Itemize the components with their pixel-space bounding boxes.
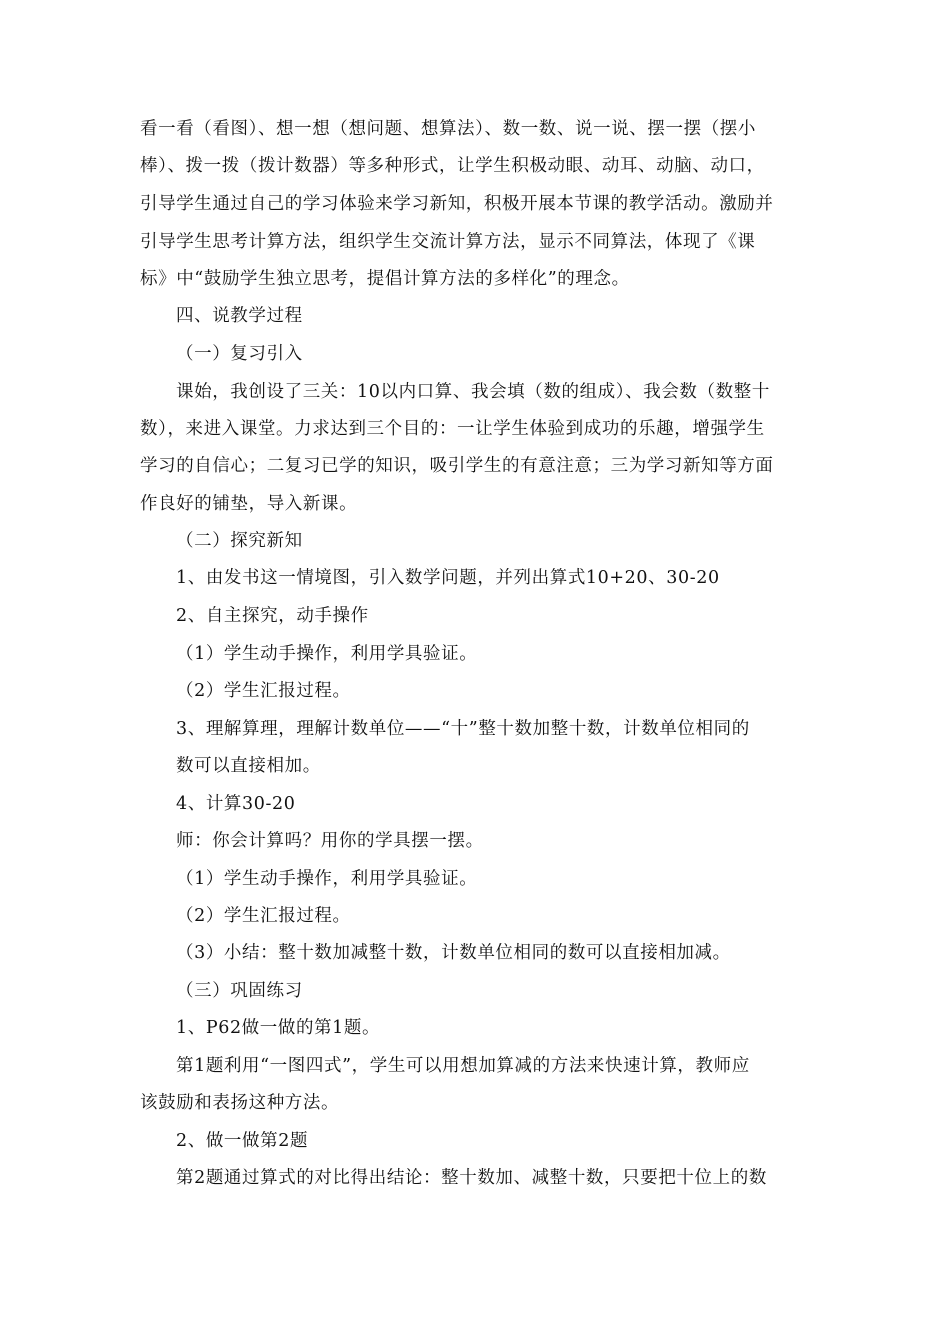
paragraph-line: 第2题通过算式的对比得出结论：整十数加、减整十数，只要把十位上的数	[176, 1168, 767, 1188]
paragraph-line: 看一看（看图）、想一想（想问题、想算法）、数一数、说一说、摆一摆（摆小	[140, 119, 756, 139]
paragraph-line: 引导学生思考计算方法，组织学生交流计算方法，显示不同算法，体现了《课	[140, 232, 756, 252]
paragraph-line: 引导学生通过自己的学习体验来学习新知，积极开展本节课的教学活动。激励并	[140, 194, 774, 214]
paragraph-line: 课始，我创设了三关：10以内口算、我会填（数的组成）、我会数（数整十	[176, 382, 770, 402]
teacher-line: 师：你会计算吗？用你的学具摆一摆。	[176, 831, 484, 851]
list-item: （2）学生汇报过程。	[176, 681, 351, 701]
paragraph-line: 标》中“鼓励学生独立思考，提倡计算方法的多样化”的理念。	[140, 269, 630, 289]
list-item: 3、理解算理，理解计数单位——“十”整十数加整十数，计数单位相同的	[176, 719, 750, 739]
list-item: （3）小结：整十数加减整十数，计数单位相同的数可以直接相加减。	[176, 943, 731, 963]
subsection-heading: （一）复习引入	[176, 344, 303, 364]
subsection-heading: （三）巩固练习	[176, 981, 303, 1001]
list-item: 2、做一做第2题	[176, 1131, 309, 1151]
paragraph-line: 第1题利用“一图四式”，学生可以用想加算减的方法来快速计算，教师应	[176, 1056, 750, 1076]
list-item: 1、P62做一做的第1题。	[176, 1018, 381, 1038]
paragraph-line: 数），来进入课堂。力求达到三个目的：一让学生体验到成功的乐趣，增强学生	[140, 419, 765, 439]
subsection-heading: （二）探究新知	[176, 531, 303, 551]
list-item: 1、由发书这一情境图，引入数学问题，并列出算式10+20、30-20	[176, 568, 720, 588]
list-item: （1）学生动手操作，利用学具验证。	[176, 644, 478, 664]
paragraph-line: 该鼓励和表扬这种方法。	[140, 1093, 340, 1113]
list-item: 2、自主探究，动手操作	[176, 606, 369, 626]
paragraph-line: 棒）、拨一拨（拨计数器）等多种形式，让学生积极动眼、动耳、动脑、动口，	[140, 156, 765, 176]
list-item: 4、计算30-20	[176, 794, 296, 814]
section-heading: 四、说教学过程	[176, 306, 303, 326]
paragraph-line: 学习的自信心；二复习已学的知识，吸引学生的有意注意；三为学习新知等方面	[140, 456, 774, 476]
list-item: （2）学生汇报过程。	[176, 906, 351, 926]
list-item: （1）学生动手操作，利用学具验证。	[176, 869, 478, 889]
paragraph-line: 作良好的铺垫，导入新课。	[140, 494, 358, 514]
list-item: 数可以直接相加。	[176, 756, 321, 776]
